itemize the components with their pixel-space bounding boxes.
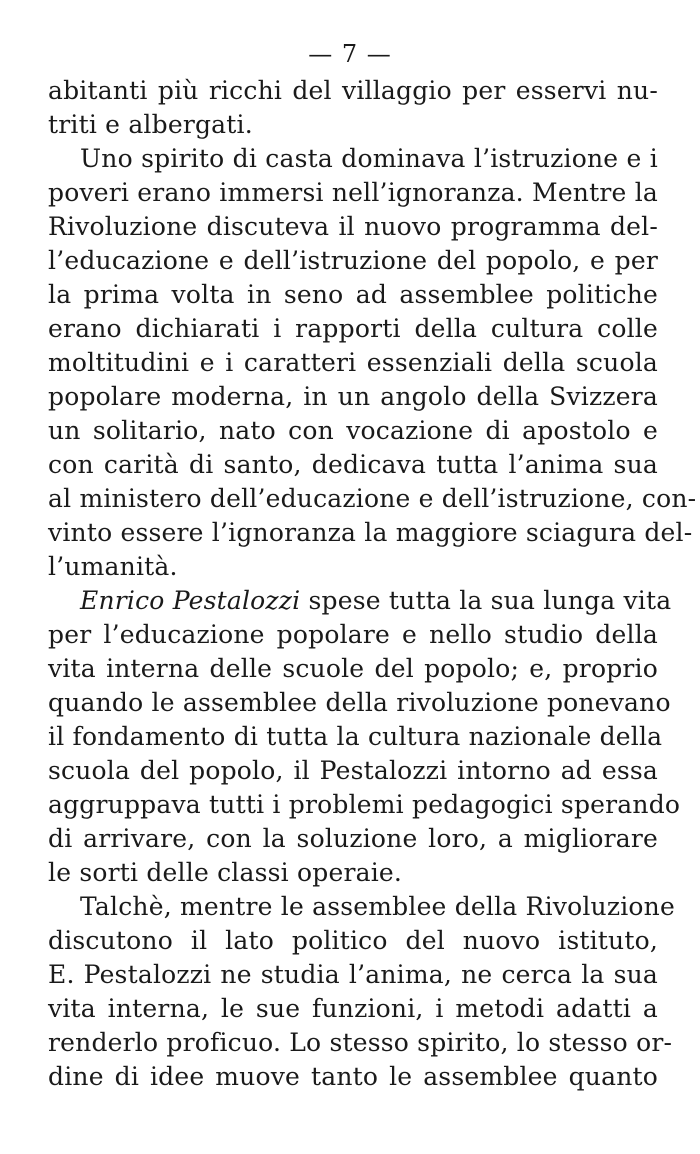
text-line: moltitudini e i caratteri essenziali della scuola <box>48 348 658 377</box>
text-line: l’educazione e dell’istruzione del popolo, e per <box>48 246 658 275</box>
text-line: aggruppava tutti i problemi pedagogici sperando <box>48 790 681 819</box>
person-name: Enrico Pestalozzi <box>80 586 301 615</box>
text-line: un solitario, nato con vocazione di apostolo e <box>48 416 658 445</box>
text-line: E. Pestalozzi ne studia l’anima, ne cerca la sua <box>48 960 658 989</box>
text-line: al ministero dell’educazione e dell’istruzione, con- <box>48 484 697 513</box>
paragraph-start-line <box>80 584 672 618</box>
text-line: popolare moderna, in un angolo della Svizzera <box>48 382 658 411</box>
text-line: di arrivare, con la soluzione loro, a migliorare <box>48 824 658 853</box>
text-line: renderlo proficuo. Lo stesso spirito, lo stesso or- <box>48 1028 673 1057</box>
text-line: il fondamento di tutta la cultura nazionale della <box>48 722 663 751</box>
text-line: poveri erano immersi nell’ignoranza. Mentre la <box>48 178 658 207</box>
paragraph-start-line: Talchè, mentre le assemblee della Rivoluzione <box>80 892 675 921</box>
text-line: le sorti delle classi operaie. <box>48 858 403 887</box>
text-line: dine di idee muove tanto le assemblee quanto <box>48 1062 658 1091</box>
text-line: Rivoluzione discuteva il nuovo programma del- <box>48 212 658 241</box>
text-line: con carità di santo, dedicava tutta l’anima sua <box>48 450 658 479</box>
paragraph-start-line: Uno spirito di casta dominava l’istruzione e i <box>80 144 658 173</box>
text-line: discutono il lato politico del nuovo istituto, <box>48 926 658 955</box>
page-number: — 7 — <box>308 40 392 68</box>
text-line: vita interna, le sue funzioni, i metodi adatti a <box>48 994 658 1023</box>
text-line: la prima volta in seno ad assemblee politiche <box>48 280 658 309</box>
text-line: abitanti più ricchi del villaggio per esservi nu- <box>48 76 658 105</box>
text-line: per l’educazione popolare e nello studio della <box>48 620 658 649</box>
text-line: l’umanità. <box>48 552 178 581</box>
text-line-rest: spese tutta la sua lunga vita <box>300 586 672 615</box>
text-line: scuola del popolo, il Pestalozzi intorno ad essa <box>48 756 658 785</box>
body-text <box>48 74 697 1094</box>
text-line: vita interna delle scuole del popolo; e, proprio <box>48 654 658 683</box>
text-line: triti e albergati. <box>48 110 253 139</box>
text-line: erano dichiarati i rapporti della cultura colle <box>48 314 658 343</box>
text-line: quando le assemblee della rivoluzione ponevano <box>48 688 671 717</box>
text-line: vinto essere l’ignoranza la maggiore sciagura del- <box>48 518 693 547</box>
